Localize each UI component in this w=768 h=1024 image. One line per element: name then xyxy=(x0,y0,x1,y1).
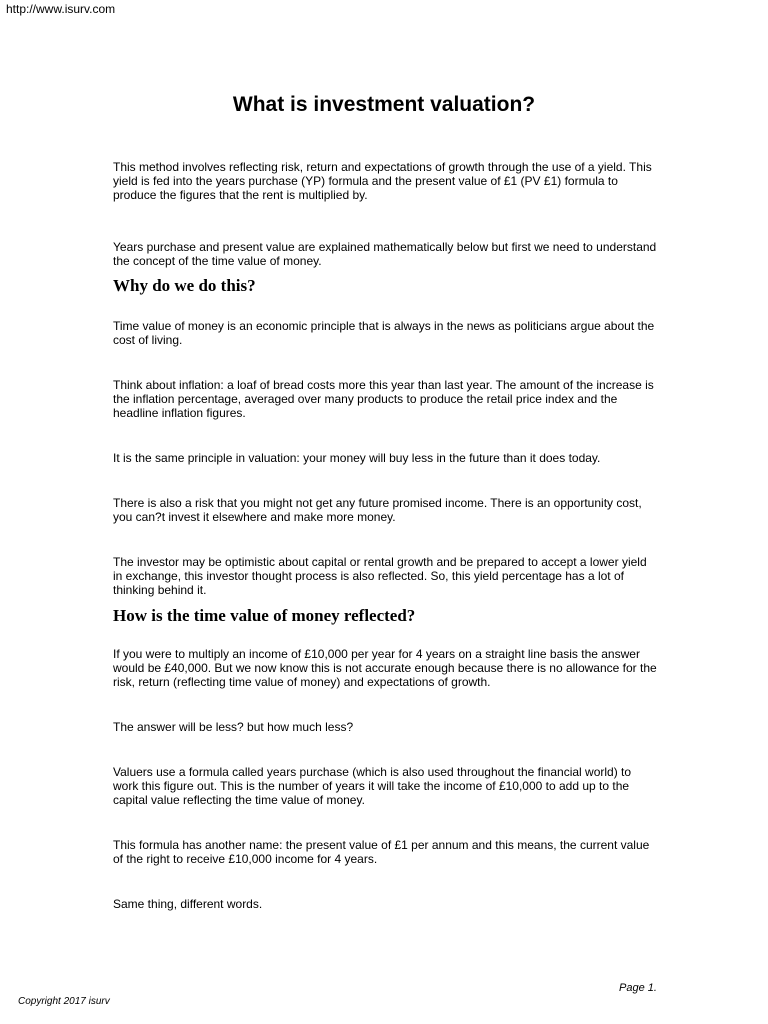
page-number: Page 1. xyxy=(619,982,657,994)
paragraph-inflation: Think about inflation: a loaf of bread costs more this year than last year. The amount of the increase is the inflation percentage, averaged over many products to produce the retail price index and the headline inflation figures. xyxy=(113,378,654,420)
paragraph-present-value: This formula has another name: the present value of £1 per annum and this means, the current value of the right to receive £10,000 income for 4 years. xyxy=(113,838,650,866)
header-url: http://www.isurv.com xyxy=(6,2,116,16)
paragraph-answer-less: The answer will be less? but how much less? xyxy=(113,720,354,734)
heading-why: Why do we do this? xyxy=(113,276,256,295)
paragraph-intro: This method involves reflecting risk, return and expectations of growth through the use of a yield. This yield is fed into the years purchase (YP) formula and the present value of £1 (PV £1) formula to produce the figures that the rent is multiplied by. xyxy=(113,160,652,202)
paragraph-same-thing: Same thing, different words. xyxy=(113,897,263,911)
paragraph-same-principle: It is the same principle in valuation: your money will buy less in the future than it does today. xyxy=(113,451,601,465)
copyright-notice: Copyright 2017 isurv xyxy=(18,996,110,1007)
paragraph-valuers-formula: Valuers use a formula called years purchase (which is also used throughout the financial world) to work this figure out. This is the number of years it will take the income of £10,000 to add up to the capital value reflecting the time value of money. xyxy=(113,765,632,807)
document-body xyxy=(113,160,658,911)
paragraph-investor: The investor may be optimistic about capital or rental growth and be prepared to accept a lower yield in exchange, this investor thought process is also reflected. So, this yield percentage has a lot of thinking behind it. xyxy=(113,555,647,597)
heading-how: How is the time value of money reflected? xyxy=(113,606,416,625)
paragraph-risk: There is also a risk that you might not get any future promised income. There is an opportunity cost, you can?t invest it elsewhere and make more money. xyxy=(113,496,642,524)
page-title: What is investment valuation? xyxy=(232,93,536,116)
paragraph-time-value: Time value of money is an economic principle that is always in the news as politicians argue about the cost of living. xyxy=(113,319,655,347)
paragraph-income-example: If you were to multiply an income of £10,000 per year for 4 years on a straight line basis the answer would be £40,000. But we now know this is not accurate enough because there is no allowance for the risk, return (reflecting time value of money) and expectations of growth. xyxy=(113,647,657,689)
paragraph-years-purchase: Years purchase and present value are explained mathematically below but first we need to understand the concept of the time value of money. xyxy=(113,240,657,268)
